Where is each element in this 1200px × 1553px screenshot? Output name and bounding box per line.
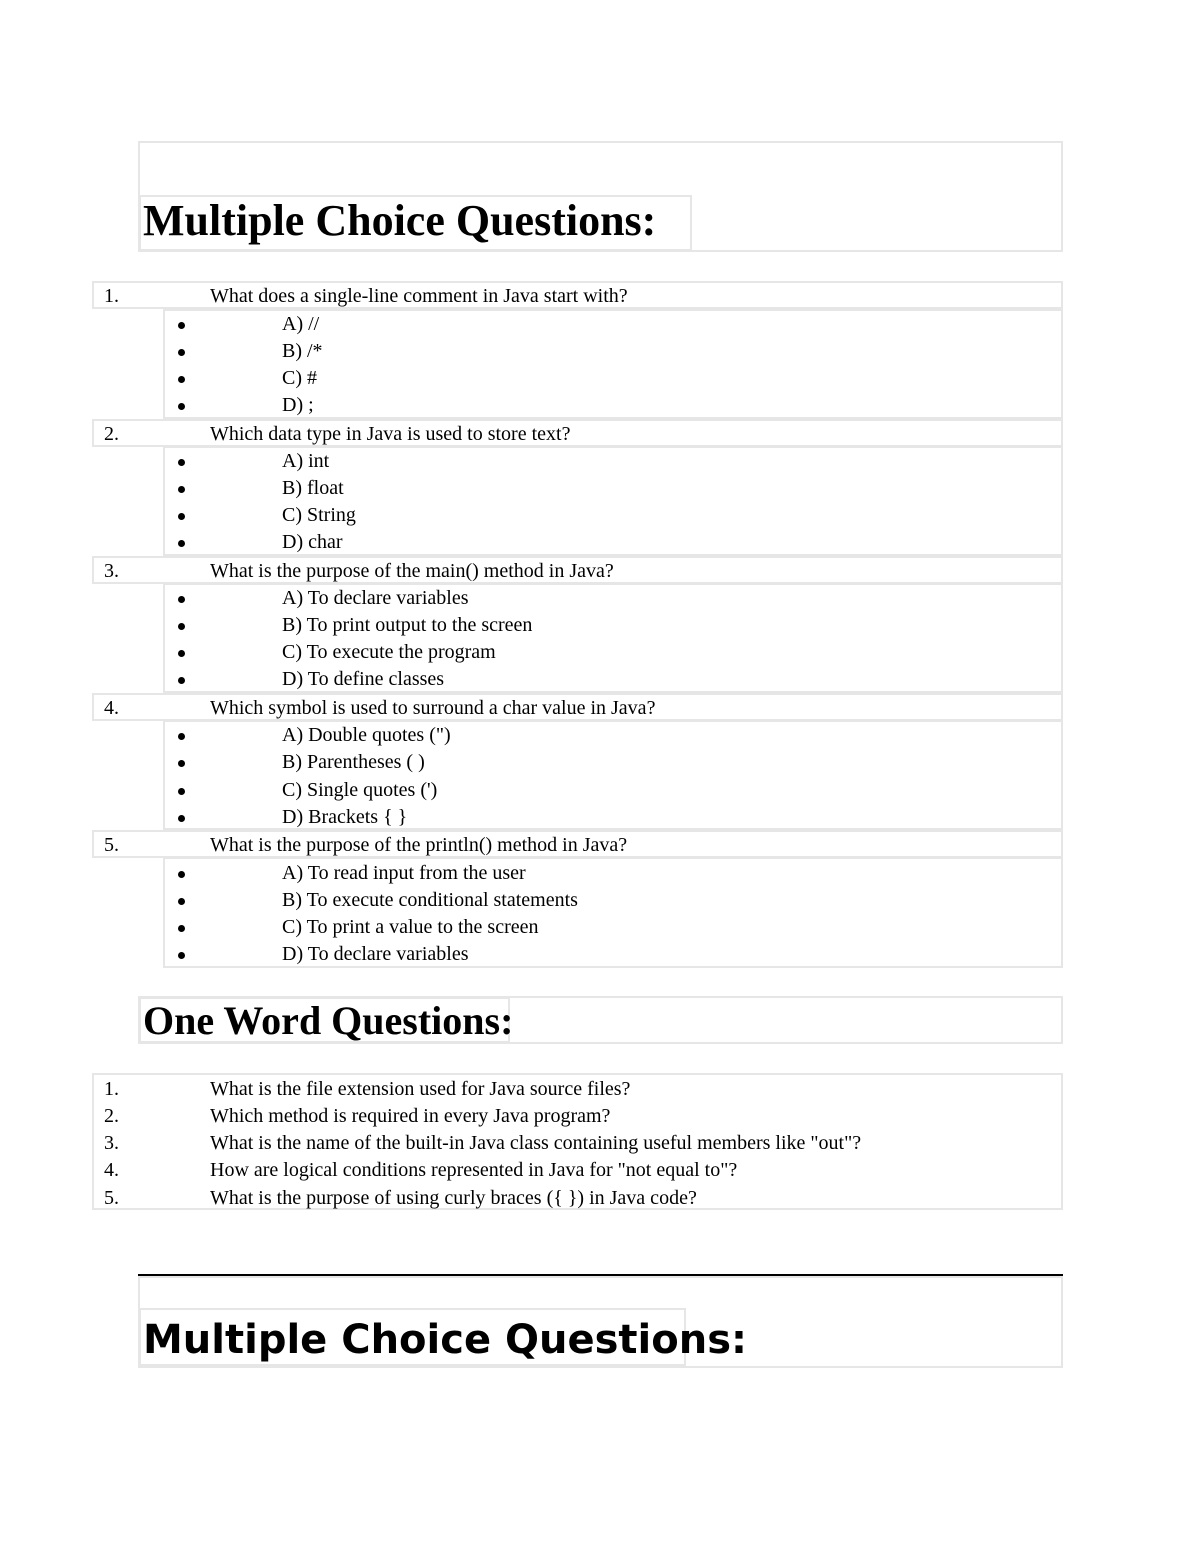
option-item [164, 530, 1062, 556]
option-text: C) # [282, 367, 317, 389]
bullet-icon [178, 486, 185, 493]
list-item [92, 1076, 1063, 1102]
option-item [164, 312, 1062, 338]
question-number: 5. [104, 834, 119, 856]
option-text: C) String [282, 504, 356, 526]
option-item [164, 778, 1062, 804]
option-text: C) Single quotes (') [282, 779, 438, 801]
bullet-icon [178, 322, 185, 329]
question-text: Which symbol is used to surround a char value in Java? [210, 697, 656, 719]
question-number: 5. [104, 1187, 119, 1209]
bullet-icon [178, 871, 185, 878]
option-item [164, 915, 1062, 941]
option-text: A) To declare variables [282, 587, 469, 609]
question-text: What is the purpose of using curly braces ({ }) in Java code? [210, 1187, 697, 1209]
bullet-icon [178, 733, 185, 740]
question-row [92, 283, 1063, 309]
bullet-icon [178, 925, 185, 932]
question-row [92, 421, 1063, 447]
option-item [164, 861, 1062, 887]
question-row [92, 558, 1063, 584]
question-number: 2. [104, 1105, 119, 1127]
option-text: B) /* [282, 340, 323, 362]
option-item [164, 805, 1062, 831]
list-item [92, 1130, 1063, 1156]
question-row [92, 832, 1063, 858]
option-item [164, 366, 1062, 392]
mcq-section-title-2: Multiple Choice Questions: [139, 1308, 686, 1366]
one-word-section-title: One Word Questions: [139, 997, 510, 1043]
question-number: 2. [104, 423, 119, 445]
option-text: C) To print a value to the screen [282, 916, 539, 938]
option-item [164, 339, 1062, 365]
option-text: B) float [282, 477, 344, 499]
bullet-icon [178, 596, 185, 603]
question-text: Which method is required in every Java program? [210, 1105, 611, 1127]
option-item [164, 449, 1062, 475]
option-text: A) // [282, 313, 320, 335]
list-item [92, 1185, 1063, 1211]
question-number: 1. [104, 1078, 119, 1100]
bullet-icon [178, 788, 185, 795]
question-number: 3. [104, 1132, 119, 1154]
question-number: 4. [104, 1159, 119, 1181]
question-text: What is the purpose of the main() method in Java? [210, 560, 614, 582]
bullet-icon [178, 898, 185, 905]
question-text: What is the file extension used for Java source files? [210, 1078, 631, 1100]
bullet-icon [178, 815, 185, 822]
question-text: What is the name of the built-in Java class containing useful members like "out"? [210, 1132, 862, 1154]
list-item [92, 1103, 1063, 1129]
bullet-icon [178, 650, 185, 657]
option-item [164, 586, 1062, 612]
option-text: D) To define classes [282, 668, 445, 690]
option-text: B) Parentheses ( ) [282, 751, 425, 773]
bullet-icon [178, 623, 185, 630]
option-item [164, 723, 1062, 749]
bullet-icon [178, 540, 185, 547]
list-item [92, 1157, 1063, 1183]
option-item [164, 667, 1062, 693]
option-text: D) ; [282, 394, 314, 416]
option-item [164, 476, 1062, 502]
option-item [164, 942, 1062, 968]
bullet-icon [178, 760, 185, 767]
question-row [92, 695, 1063, 721]
option-text: A) Double quotes (") [282, 724, 451, 746]
question-text: Which data type in Java is used to store text? [210, 423, 571, 445]
bullet-icon [178, 952, 185, 959]
option-item [164, 750, 1062, 776]
option-text: B) To print output to the screen [282, 614, 533, 636]
option-text: D) Brackets { } [282, 806, 408, 828]
bullet-icon [178, 677, 185, 684]
option-text: B) To execute conditional statements [282, 889, 578, 911]
option-text: C) To execute the program [282, 641, 496, 663]
question-text: What is the purpose of the println() method in Java? [210, 834, 628, 856]
bullet-icon [178, 376, 185, 383]
option-item [164, 393, 1062, 419]
question-number: 4. [104, 697, 119, 719]
option-item [164, 503, 1062, 529]
question-text: How are logical conditions represented in Java for "not equal to"? [210, 1159, 738, 1181]
option-text: D) To declare variables [282, 943, 469, 965]
option-text: A) To read input from the user [282, 862, 526, 884]
mcq-section-title: Multiple Choice Questions: [139, 195, 692, 251]
option-item [164, 613, 1062, 639]
bullet-icon [178, 403, 185, 410]
option-text: D) char [282, 531, 343, 553]
bullet-icon [178, 349, 185, 356]
question-text: What does a single-line comment in Java start with? [210, 285, 628, 307]
question-number: 3. [104, 560, 119, 582]
bullet-icon [178, 513, 185, 520]
option-item [164, 888, 1062, 914]
option-item [164, 640, 1062, 666]
question-number: 1. [104, 285, 119, 307]
bullet-icon [178, 459, 185, 466]
option-text: A) int [282, 450, 330, 472]
